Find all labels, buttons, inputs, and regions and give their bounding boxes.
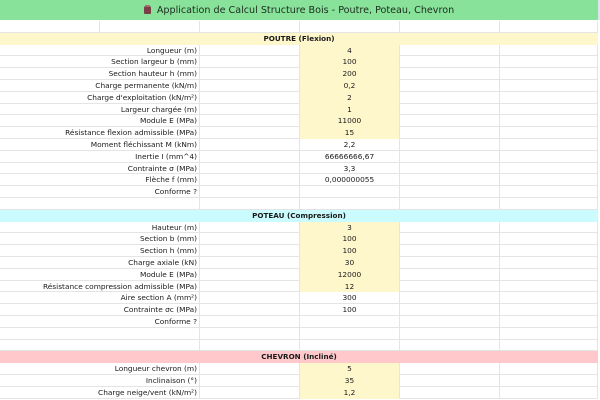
cell[interactable] [400,163,500,175]
cell[interactable] [500,257,598,269]
table-row [0,151,600,163]
computed-value-cell[interactable]: 3,3 [300,163,400,175]
cell[interactable] [500,292,598,304]
input-value-cell[interactable]: 0,2 [300,80,400,92]
cell[interactable] [500,163,598,175]
input-value-cell[interactable]: 100 [300,233,400,245]
table-row [0,375,600,387]
table-row [0,104,600,116]
cell[interactable] [500,56,598,68]
input-value-cell[interactable]: 4 [300,45,400,57]
cell[interactable] [400,115,500,127]
wood-log-icon [144,6,151,14]
input-value-cell[interactable]: 100 [300,245,400,257]
table-row [0,92,600,104]
parameter-label: Résistance flexion admissible (MPa) [0,127,200,139]
cell[interactable] [200,151,300,163]
cell[interactable] [200,222,300,234]
computed-value-cell[interactable] [300,186,400,198]
cell[interactable] [200,92,300,104]
cell[interactable] [200,45,300,57]
table-row [0,316,600,328]
input-value-cell[interactable]: 12 [300,281,400,293]
input-value-cell[interactable]: 12000 [300,269,400,281]
parameter-label: Hauteur (m) [0,222,200,234]
cell[interactable] [200,233,300,245]
cell[interactable] [200,316,300,328]
table-row [0,269,600,281]
cell[interactable] [0,340,200,352]
cell[interactable] [400,233,500,245]
cell[interactable] [200,139,300,151]
computed-value-cell[interactable]: 300 [300,292,400,304]
cell[interactable] [200,328,300,340]
cell[interactable] [400,387,500,399]
cell[interactable] [500,245,598,257]
cell[interactable] [200,245,300,257]
input-value-cell[interactable]: 11000 [300,115,400,127]
cell[interactable] [500,340,598,352]
parameter-label: Charge axiale (kN) [0,257,200,269]
cell[interactable] [500,222,598,234]
section-header-chevron [0,351,600,363]
cell[interactable] [500,174,598,186]
cell[interactable] [200,363,300,375]
cell[interactable] [200,198,300,210]
input-value-cell[interactable]: 100 [300,56,400,68]
cell[interactable] [400,328,500,340]
cell[interactable] [500,269,598,281]
parameter-label: Conforme ? [0,186,200,198]
cell[interactable] [200,21,300,33]
cell[interactable] [300,198,400,210]
parameter-label: Charge neige/vent (kN/m²) [0,387,200,399]
input-value-cell[interactable]: 15 [300,127,400,139]
cell[interactable] [500,328,598,340]
app-title: Application de Calcul Structure Bois - Poutre, Poteau, Chevron [156,4,455,16]
cell[interactable] [200,115,300,127]
cell[interactable] [200,292,300,304]
cell[interactable] [400,257,500,269]
table-row [0,115,600,127]
table-row [0,304,600,316]
cell[interactable] [500,139,598,151]
parameter-label: Flèche f (mm) [0,174,200,186]
cell[interactable] [200,387,300,399]
parameter-label: Section h (mm) [0,245,200,257]
chevron-rows [0,363,600,398]
parameter-label: Module E (MPa) [0,269,200,281]
input-value-cell[interactable]: 1 [300,104,400,116]
cell[interactable] [300,21,400,33]
parameter-label: Section largeur b (mm) [0,56,200,68]
blank-row [0,340,600,352]
cell[interactable] [400,186,500,198]
cell[interactable] [400,292,500,304]
input-value-cell[interactable]: 200 [300,68,400,80]
computed-value-cell[interactable] [300,316,400,328]
cell[interactable] [300,328,400,340]
table-row [0,68,600,80]
parameter-label: Aire section A (mm²) [0,292,200,304]
cell[interactable] [200,281,300,293]
parameter-label: Module E (MPa) [0,115,200,127]
table-row [0,163,600,175]
cell[interactable] [200,375,300,387]
cell[interactable] [200,304,300,316]
input-value-cell[interactable]: 35 [300,375,400,387]
cell[interactable] [0,198,200,210]
parameter-label: Conforme ? [0,316,200,328]
blank-row [0,328,600,340]
cell[interactable] [400,80,500,92]
table-row [0,174,600,186]
cell[interactable] [0,21,100,33]
cell[interactable] [400,174,500,186]
cell[interactable] [500,21,598,33]
table-row [0,186,600,198]
cell[interactable] [500,115,598,127]
cell[interactable] [400,316,500,328]
cell[interactable] [500,80,598,92]
cell[interactable] [200,340,300,352]
input-value-cell[interactable]: 1,2 [300,387,400,399]
parameter-label: Contrainte σc (MPa) [0,304,200,316]
section-title-chevron[interactable]: CHEVRON (Incliné) [0,351,598,363]
computed-value-cell[interactable]: 100 [300,304,400,316]
input-value-cell[interactable]: 3 [300,222,400,234]
parameter-label: Inertie I (mm^4) [0,151,200,163]
cell[interactable] [500,127,598,139]
cell[interactable] [400,139,500,151]
input-value-cell[interactable]: 30 [300,257,400,269]
cell[interactable] [500,281,598,293]
section-title-poteau[interactable]: POTEAU (Compression) [0,210,598,222]
section-title-poutre[interactable]: POUTRE (Flexion) [0,33,598,45]
cell[interactable] [400,127,500,139]
parameter-label: Inclinaison (°) [0,375,200,387]
parameter-label: Largeur chargée (m) [0,104,200,116]
table-row [0,139,600,151]
cell[interactable] [400,222,500,234]
cell[interactable] [500,375,598,387]
input-value-cell[interactable]: 2 [300,92,400,104]
parameter-label: Moment fléchissant M (kNm) [0,139,200,151]
blank-row [0,198,600,210]
cell[interactable] [400,68,500,80]
cell[interactable] [500,363,598,375]
parameter-label: Section b (mm) [0,233,200,245]
table-row [0,56,600,68]
cell[interactable] [200,257,300,269]
cell[interactable] [200,163,300,175]
blank-row [0,21,600,33]
cell[interactable] [400,363,500,375]
cell[interactable] [200,174,300,186]
cell[interactable] [0,328,200,340]
cell[interactable] [200,80,300,92]
cell[interactable] [400,104,500,116]
table-row [0,45,600,57]
parameter-label: Longueur chevron (m) [0,363,200,375]
cell[interactable] [400,375,500,387]
table-row [0,292,600,304]
cell[interactable] [400,92,500,104]
cell[interactable] [500,92,598,104]
cell[interactable] [400,21,500,33]
table-row [0,233,600,245]
cell[interactable] [400,198,500,210]
poteau-rows [0,222,600,328]
table-row [0,127,600,139]
cell[interactable] [200,104,300,116]
table-row [0,222,600,234]
cell[interactable] [100,21,200,33]
cell[interactable] [500,304,598,316]
parameter-label: Longueur (m) [0,45,200,57]
input-value-cell[interactable]: 5 [300,363,400,375]
cell[interactable] [500,68,598,80]
cell[interactable] [400,340,500,352]
poutre-rows [0,45,600,198]
cell[interactable] [500,233,598,245]
table-row [0,387,600,399]
computed-value-cell[interactable]: 2,2 [300,139,400,151]
cell[interactable] [500,104,598,116]
cell[interactable] [500,151,598,163]
computed-value-cell[interactable]: 66666666,67 [300,151,400,163]
table-row [0,363,600,375]
cell[interactable] [400,269,500,281]
title-bar [0,0,600,20]
parameter-label: Charge permanente (kN/m) [0,80,200,92]
parameter-label: Contrainte σ (MPa) [0,163,200,175]
cell[interactable] [400,56,500,68]
cell[interactable] [400,245,500,257]
computed-value-cell[interactable]: 0,000000055 [300,174,400,186]
table-row [0,80,600,92]
cell[interactable] [500,45,598,57]
cell[interactable] [400,151,500,163]
cell[interactable] [400,45,500,57]
cell[interactable] [200,56,300,68]
cell[interactable] [200,127,300,139]
cell[interactable] [200,68,300,80]
parameter-label: Section hauteur h (mm) [0,68,200,80]
cell[interactable] [400,304,500,316]
section-header-poteau [0,210,600,222]
cell[interactable] [500,387,598,399]
cell[interactable] [500,186,598,198]
cell[interactable] [500,198,598,210]
table-row [0,245,600,257]
parameter-label: Résistance compression admissible (MPa) [0,281,200,293]
cell[interactable] [500,316,598,328]
table-row [0,281,600,293]
cell[interactable] [400,281,500,293]
table-row [0,257,600,269]
section-header-poutre [0,33,600,45]
cell[interactable] [200,186,300,198]
parameter-label: Charge d'exploitation (kN/m²) [0,92,200,104]
spreadsheet-grid [0,21,600,399]
cell[interactable] [200,269,300,281]
cell[interactable] [300,340,400,352]
